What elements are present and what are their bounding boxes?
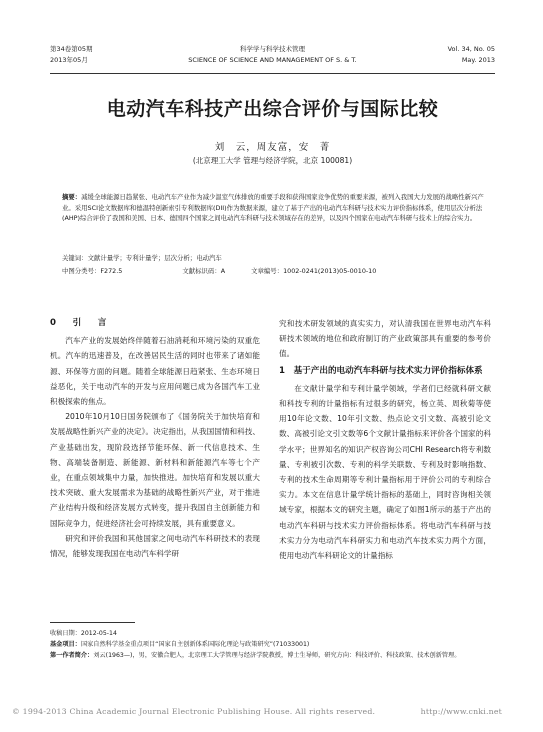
article-number: 文章编号：1002-0241(2013)05-0010-10 [251,267,377,275]
keywords-text: 文献计量学；专利计量学；层次分析；电动汽车 [87,254,222,262]
footnote-divider [50,622,135,623]
fund-text: 国家自然科学基金重点项目“国家自主创新体系国际化理论与政策研究”(71033001) [80,641,310,648]
paragraph: 2010年10月10日国务院颁布了《国务院关于加快培育和发展战略性新兴产业的决定》。决定指出，从我国国情和科技、产业基础出发，现阶段选择节能环保、新一代信息技术、生物、高端装备制造、新能源、新材料和新能源汽车等七个产业，在重点领域集中力量，加快推进。加快培育和发展以重大技术突破、重大发展需求为基础的战略性新兴产业，对于推进产业结构升级和经济发展方式转变，提升我国自主创新能力和国际竞争力，促进经济社会可持续发展，具有重要意义。 [50,412,260,528]
section-heading-1: 1 基于产出的电动汽车科研与技术实力评价指标体系 [279,365,483,376]
fund-label: 基金项目： [50,641,81,648]
volume-issue-en: Vol. 34, No. 05 [447,45,495,53]
issue-date: 2013年05月 [50,56,88,64]
classification-line [62,266,484,277]
issue-date-en: May. 2013 [461,56,495,64]
journal-issue-info-en [448,44,495,66]
paragraph: 研究和评价我国和其他国家之间电动汽车科研技术的表现情况，能够发现我国在电动汽车科学研 [50,533,260,559]
author-bio [50,650,495,661]
cnki-url: http://www.cnki.net [420,707,502,716]
journal-name [50,44,495,66]
keywords [62,253,484,264]
document-code: 文献标识码：A [182,267,226,275]
left-column [50,316,260,561]
running-header [50,44,495,72]
author-list: 刘 云，周友富，安 菁 [214,142,331,153]
author-bio-text: 刘云(1963—)，男，安徽合肥人，北京理工大学管理与经济学院教授，博士生导师，研究方向：科技评价、科技政策、技术创新管理。 [93,652,461,659]
volume-issue: 第34卷第05期 [50,45,93,53]
journal-name-cn: 科学学与科学技术管理 [240,45,305,53]
abstract-label: 摘要： [62,193,82,201]
author-affiliation: (北京理工大学 管理与经济学院，北京 100081) [192,156,353,165]
abstract-text: 减缓全球能源日趋紧张、电动汽车产业作为减少温室气体排放的重要手段和获得国家竞争优势的重要来源，被列入我国大力发展的战略性新兴产业。采用SCI论文数据库和德温特创新索引专利数据库(DII)作为数据来源，建立了基于产出的电动汽车科研与技术实力评价指标体系，使用层次分析法(AHP)综合评价了我国和美国、日本、德国四个国家之间电动汽车科研与技术领域存在的差异，以及四个国家在电动汽车科研与技术上的综合实力。 [62,193,484,223]
keywords-label: 关键词： [62,254,88,262]
fund-info [50,639,495,650]
paragraph-continuation: 究和技术研发领域的真实实力，对认清我国在世界电动汽车科研技术领域的地位和政府制订的产业政策部具有重要的参考价值。 [279,319,491,359]
clc-number: 中图分类号：F272.5 [62,267,123,275]
paragraph: 在文献计量学和专利计量学领域，学者们已经就科研文献和科技专利的计量指标有过很多的研究，杨立英、周秋菊等使用10年论文数、10年引文数、热点论文引文数、高被引论文数、高被引论文引文数等6个文献计量指标来评价各个国家的科学水平；世界知名的知识产权咨询公司CHI Research将专利数量、专利被引次数、专利的科学关联数、专利及时影响指数、专利的技术生命周期等专利计量指标用于评价公司的专利综合实力。本文在信息计量学统计指标的基础上，同时咨询相关领域专家，根据本文的研究主题，确定了如图1所示的基于产出的电动汽车科研与技术实力评价指标体系。将电动汽车科研与技术实力分为电动汽车科研实力和电动汽车技术实力两个方面，使用电动汽车科研论文的计量指标 [279,383,491,561]
author-bio-label: 第一作者简介： [50,652,94,659]
section-heading-introduction: 0 引 言 [50,318,111,328]
copyright-watermark [12,707,532,716]
footnotes [50,628,495,661]
paragraph: 汽车产业的发展始终伴随着石油消耗和环境污染的双重危机。汽车的迅速普及，在改善居民生活的同时也带来了诸如能源、环保等方面的问题。随着全球能源日趋紧张、生态环境日益恶化，关于电动汽车的开发与应用问题已成为各国汽车工业积极探索的焦点。 [50,336,260,407]
copyright-text: © 1994-2013 China Academic Journal Electronic Publishing House. All rights reserved. [12,707,376,716]
abstract [62,192,484,224]
journal-name-en: SCIENCE OF SCIENCE AND MANAGEMENT OF S. & T. [188,56,357,64]
header-divider [50,73,495,74]
article-title: 电动汽车科技产出综合评价与国际比较 [106,98,439,120]
right-column [279,316,491,563]
received-date: 收稿日期：2012-05-14 [50,630,117,637]
